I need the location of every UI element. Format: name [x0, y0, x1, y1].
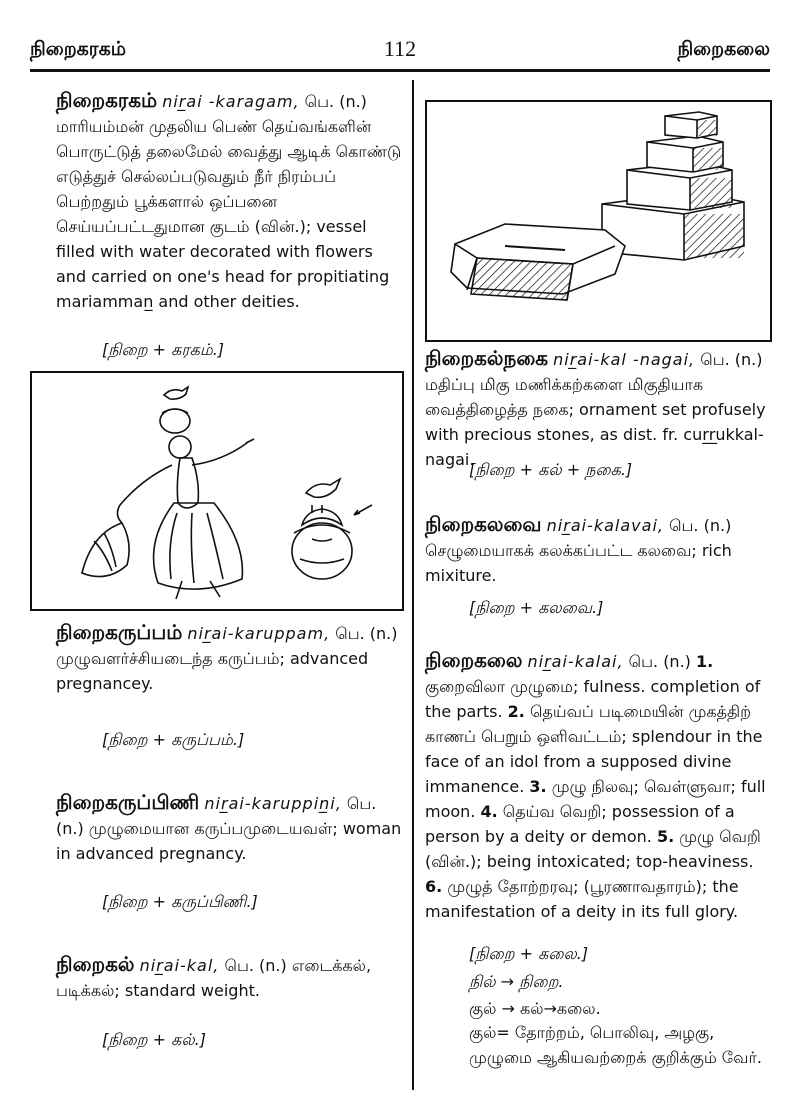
- entry-niraikalnagai: [425, 346, 768, 472]
- etymology-niraikal: [நிறை + கல்.]: [102, 1030, 206, 1049]
- karagam-dancer-figure: [30, 371, 404, 611]
- page-number: 112: [383, 36, 417, 61]
- stones-figure: [425, 100, 772, 342]
- sense-3-number: 3.: [529, 777, 547, 796]
- sense-5-number: 5.: [656, 827, 675, 846]
- part-of-speech: பெ. (n.): [224, 956, 287, 975]
- part-of-speech: பெ. (n.): [700, 350, 763, 369]
- transliteration: nir̲ai-kalai,: [527, 652, 624, 671]
- transliteration: nir̲ai -karagam,: [162, 92, 300, 111]
- etymology-niraikalai: [நிறை + கலை.]: [469, 944, 589, 963]
- etymology-niraikaruppam: [நிறை + கருப்பம்.]: [102, 730, 245, 749]
- sense-5-text: முழு வெறி (வின்.); being intoxicated; top-heaviness.: [425, 827, 761, 871]
- sense-6-text: முழுத் தோற்றரவு; (பூரணாவதாரம்); the manifestation of a deity in its full glory.: [425, 877, 739, 921]
- precious-stones-illustration: [427, 102, 770, 340]
- transliteration: nir̲ai-kalavai,: [546, 516, 664, 535]
- sense-3-text: முழு நிலவு; வெள்ளுவா; full moon.: [425, 777, 766, 821]
- definition: முழுவளர்ச்சியடைந்த கருப்பம்; advanced pregnancey.: [56, 649, 369, 693]
- headword: நிறைகல்: [56, 952, 135, 976]
- sense-1-number: 1.: [696, 652, 714, 671]
- part-of-speech: பெ. (n.): [56, 794, 377, 838]
- sense-2-number: 2.: [507, 702, 525, 721]
- transliteration: nir̲ai-karuppin̲i,: [204, 794, 342, 813]
- definition: முழுமையான கருப்பமுடையவள்; woman in advanced pregnancy.: [56, 819, 402, 863]
- part-of-speech: பெ. (n.): [669, 516, 732, 535]
- transliteration: nir̲ai-karuppam,: [187, 624, 331, 643]
- derivation-kul-kal-kalai: குல் → கல்→கலை.: [469, 999, 601, 1018]
- headword: நிறைகருப்பம்: [56, 620, 183, 644]
- entry-niraikaruppini: [56, 790, 402, 866]
- sense-6-number: 6.: [425, 877, 443, 896]
- definition: மாரியம்மன் முதலிய பெண் தெய்வங்களின் பொருட்டுத் தலைமேல் வைத்து ஆடிக் கொண்டு எடுத்துச் செல்லப்படுவதும் நீர் நிரம்பப் பெற்றதும் பூக்களால் ஒப்பனை செய்யப்பட்டதுமான குடம் (வின்.); vessel filled with water decorated with flowers and carried on one's head for propitiating mariamman̲ and other deities.: [56, 117, 402, 311]
- transliteration: nir̲ai-kal,: [139, 956, 220, 975]
- definition: செழுமையாகக் கலக்கப்பட்ட கலவை; rich mixiture.: [425, 541, 732, 585]
- definition: மதிப்பு மிகு மணிக்கற்களை மிகுதியாக வைத்திழைத்த நகை; ornament set profusely with precious stones, as dist. fr. cur̲r̲ukkal-nagai.: [425, 375, 766, 469]
- entry-niraikal: [56, 952, 402, 1003]
- sense-4-number: 4.: [480, 802, 498, 821]
- part-of-speech: பெ. (n.): [628, 652, 691, 671]
- sense-1-text: குறைவிலா முழுமை; fulness. completion of the parts.: [425, 677, 761, 721]
- part-of-speech: பெ. (n.): [335, 624, 398, 643]
- column-divider: [412, 80, 414, 1090]
- entry-niraikaruppam: [56, 620, 402, 696]
- part-of-speech: பெ. (n.): [304, 92, 367, 111]
- transliteration: nir̲ai-kal -nagai,: [553, 350, 696, 369]
- headword: நிறைகலவை: [425, 512, 542, 536]
- page-header: [30, 32, 770, 66]
- header-left-guideword: நிறைகரகம்: [30, 38, 127, 60]
- etymology-niraikaruppini: [நிறை + கருப்பிணி.]: [102, 892, 258, 911]
- entry-niraikalai: [425, 648, 768, 924]
- headword: நிறைகலை: [425, 648, 523, 672]
- entry-niraikaragam: [56, 88, 402, 314]
- header-rule: [30, 69, 770, 72]
- etymology-niraikaragam: [நிறை + கரகம்.]: [102, 340, 225, 359]
- header-right-guideword: நிறைகலை: [677, 38, 770, 60]
- karagam-dancer-illustration: [32, 373, 402, 609]
- headword: நிறைகல்நகை: [425, 346, 549, 370]
- definition: எடைக்கல், படிக்கல்; standard weight.: [56, 956, 372, 1000]
- etymology-niraikalnagai: [நிறை + கல் + நகை.]: [469, 460, 633, 479]
- sense-2-text: தெய்வப் படிமையின் முகத்திற் காணப் பெறும் ஒளிவட்டம்; splendour in the face of an idol from a supposed divine immanence.: [425, 702, 763, 796]
- entry-niraikalavai: [425, 512, 768, 588]
- derivation-nil-nirai: நில் → நிறை.: [469, 972, 564, 991]
- derivation-kul-root-note: குல்= தோற்றம், பொலிவு, அழகு, முழுமை ஆகியவற்றைக் குறிக்கும் வேர்.: [469, 1023, 762, 1067]
- etymology-niraikalavai: [நிறை + கலவை.]: [469, 598, 604, 617]
- sense-4-text: தெய்வ வெறி; possession of a person by a deity or demon.: [425, 802, 735, 846]
- headword: நிறைகரகம்: [56, 88, 158, 112]
- headword: நிறைகருப்பிணி: [56, 790, 200, 814]
